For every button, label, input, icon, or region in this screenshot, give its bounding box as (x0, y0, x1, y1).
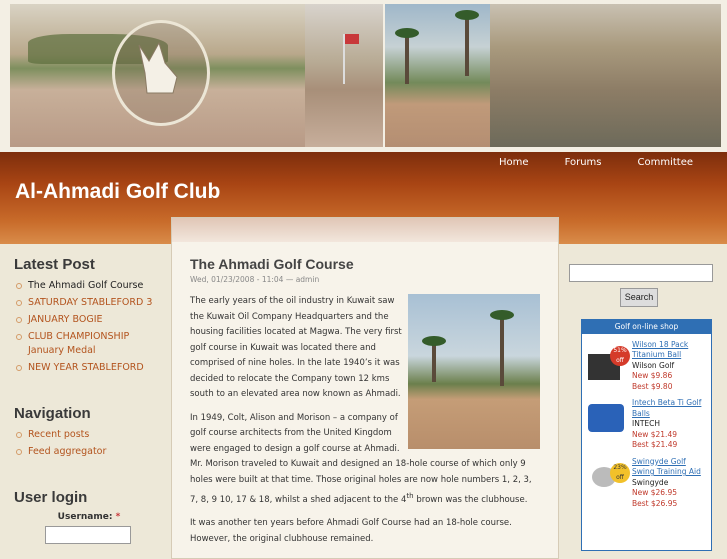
product-image[interactable] (586, 457, 626, 497)
product-name[interactable]: Swingyde Golf Swing Training Aid (632, 456, 701, 476)
article-photo (408, 294, 540, 449)
header-banner (0, 0, 727, 152)
product-best-price: Best $26.95 (632, 498, 678, 508)
nav-forums[interactable]: Forums (564, 157, 602, 168)
latest-post-list (14, 279, 164, 375)
product-info (632, 457, 707, 510)
primary-nav (463, 157, 693, 168)
latest-post-item[interactable]: NEW YEAR STABLEFORD (14, 361, 164, 375)
banner-photo-green (305, 4, 383, 147)
product-brand: Wilson Golf (632, 360, 675, 370)
discount-badge: 51% off (610, 346, 630, 366)
shop-item[interactable] (586, 340, 707, 393)
latest-post-item[interactable]: SATURDAY STABLEFORD 3 (14, 296, 164, 310)
article-submitted: Wed, 01/23/2008 - 11:04 — admin (190, 275, 320, 284)
username-label: Username: * (57, 512, 121, 522)
product-image[interactable] (586, 398, 626, 438)
product-new-price: New $26.95 (632, 488, 677, 497)
search-input[interactable] (569, 264, 713, 282)
product-image[interactable] (586, 340, 626, 380)
product-new-price: New $21.49 (632, 429, 677, 439)
flag-icon (343, 34, 345, 84)
article-paragraph: In 1949, Colt, Alison and Morison – a company of golf course architects from the United Kingdom were engaged to design a golf course at Ahmadi. Mr. Morison traveled to Kuwait and designed an 18-hole course of which only 9 holes were built at that time. Those original holes are now hole numbers 1, 2, 3, 7, 8, 9 10, 17 & 18, whilst a shed adjacent to the 4th brown was the clubhouse. (190, 412, 532, 505)
main-content (171, 217, 559, 559)
product-best-price: Best $9.80 (632, 381, 673, 391)
golf-ball-pack-icon (588, 404, 624, 432)
palm-tree-icon (432, 342, 436, 382)
latest-post-title: Latest Post (14, 256, 95, 273)
product-new-price: New $9.86 (632, 371, 673, 380)
latest-post-item[interactable]: The Ahmadi Golf Course (14, 279, 164, 293)
article-paragraph: It was another ten years before Ahmadi Golf Course had an 18-hole course. However, the original clubhouse remained. (190, 518, 512, 544)
latest-post-item[interactable]: CLUB CHAMPIONSHIP January Medal (14, 330, 164, 358)
product-info (632, 398, 707, 451)
shop-title: Golf on-line shop (582, 320, 711, 334)
product-name[interactable]: Intech Beta Ti Golf Balls (632, 398, 702, 418)
latest-post-item[interactable]: JANUARY BOGIE (14, 313, 164, 327)
navigation-title: Navigation (14, 405, 91, 422)
site-name[interactable]: Al-Ahmadi Golf Club (15, 180, 221, 203)
article-paragraph: The early years of the oil industry in Kuwait saw the Kuwait Oil Company Headquarters and the housing facilities located at Magwa. The very first golf course in Kuwait was located there and comprised of nine holes. In the late 1940’s it was decided to relocate the Company town 12 kms south to an elevated area now known as Ahmadi. (190, 296, 402, 399)
nav-home[interactable]: Home (499, 157, 529, 168)
product-best-price: Best $21.49 (632, 440, 678, 449)
club-emblem-logo (112, 20, 210, 126)
nav-committee[interactable]: Committee (637, 157, 693, 168)
product-name[interactable]: Wilson 18 Pack Titanium Ball (632, 339, 689, 359)
content-top-bar (172, 218, 558, 242)
discount-badge: 23% off (610, 463, 630, 483)
shop-item[interactable] (586, 457, 707, 510)
palm-tree-icon (405, 34, 409, 84)
golf-shop-widget (581, 319, 712, 551)
right-sidebar (569, 262, 709, 551)
article (172, 242, 558, 547)
product-brand: INTECH (632, 419, 661, 428)
nav-feed-aggregator[interactable]: Feed aggregator (14, 445, 164, 459)
required-marker: * (115, 512, 121, 522)
nav-recent-posts[interactable]: Recent posts (14, 428, 164, 442)
product-info (632, 340, 707, 393)
user-login-title: User login (14, 489, 88, 506)
left-sidebar (14, 256, 164, 544)
username-input[interactable] (45, 526, 131, 544)
palm-tree-icon (465, 16, 469, 76)
article-title[interactable]: The Ahmadi Golf Course (190, 256, 354, 272)
search-button[interactable]: Search (620, 288, 658, 307)
shop-item[interactable] (586, 398, 707, 451)
palm-tree-icon (500, 316, 504, 386)
navigation-list (14, 428, 164, 459)
product-brand: Swingyde (632, 477, 669, 487)
banner-photo-golfer (385, 4, 490, 147)
article-body (190, 294, 540, 547)
banner-photo-aerial (490, 4, 721, 147)
